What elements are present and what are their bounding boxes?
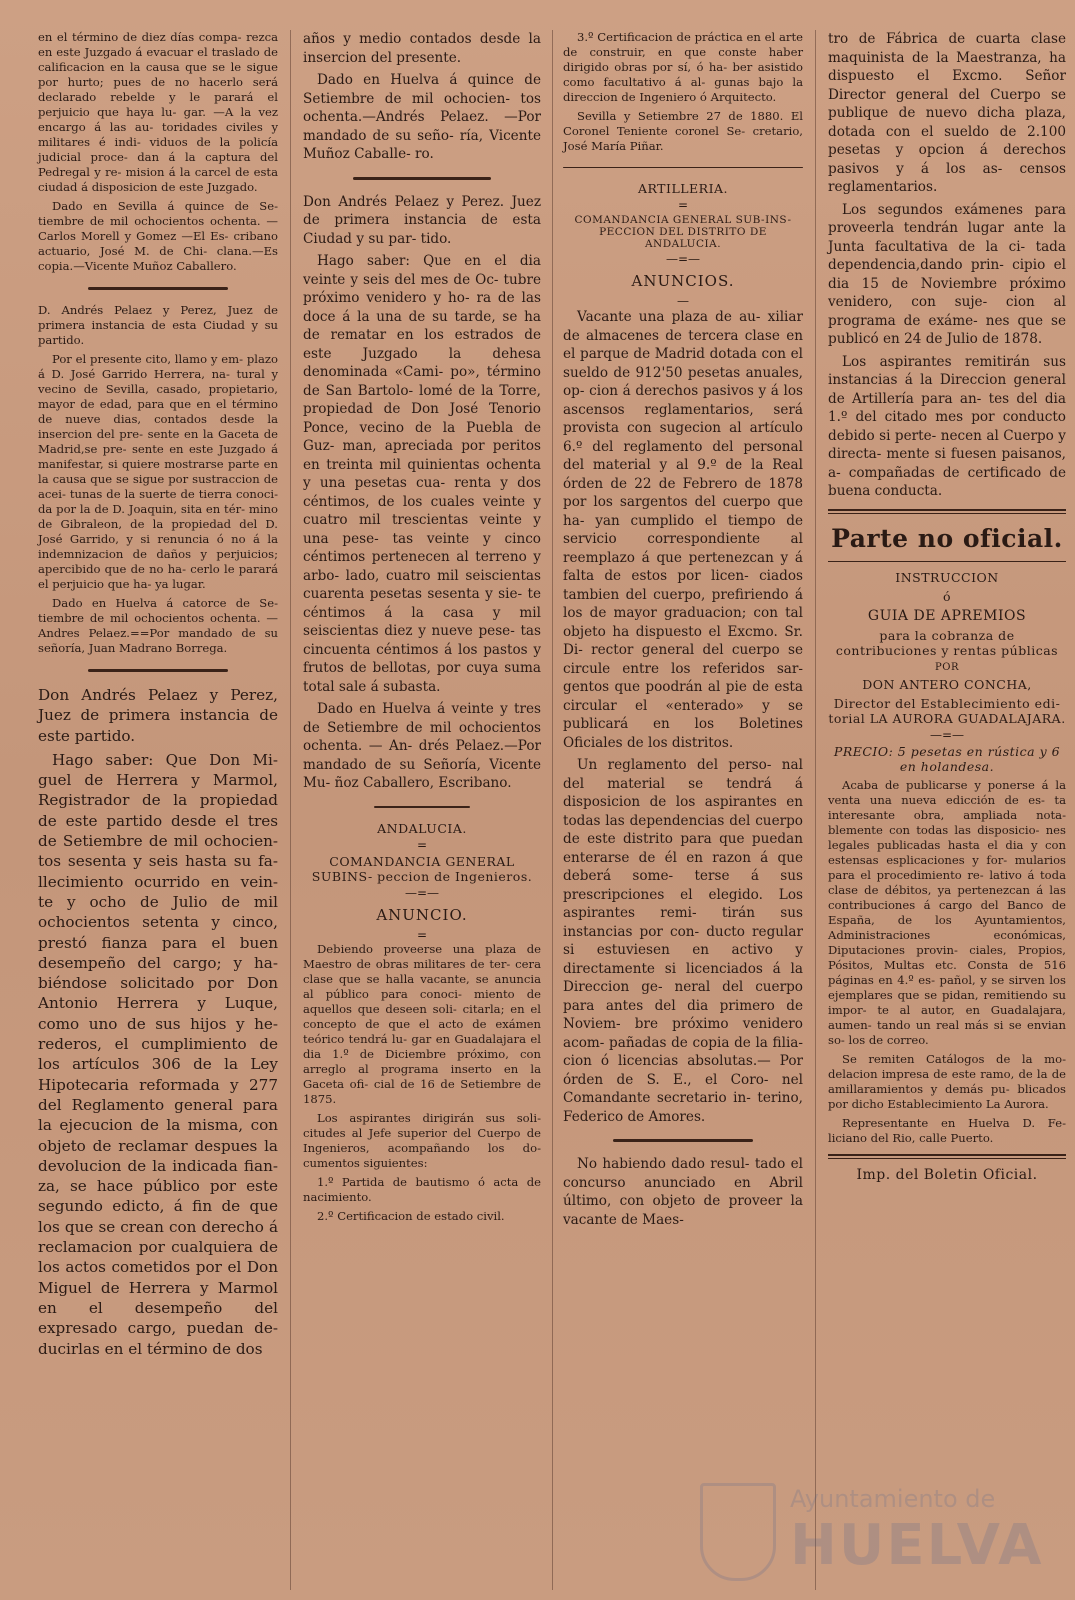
text-block: Hago saber: Que en el dia veinte y seis del mes de Oc- tubre próximo venidero y ho- ra de las doce á la una de su tarde, se ha de rematar en los estrados de este Juzgado la dehesa denominada «Cami- po», término de San Bartolo- lomé de la Torre, propiedad de Don José Tenorio Ponce, vecino de la Puebla de Guz- man, apreciada por peritos en treinta mil quinientas ochenta y una pesetas cua- renta y dos céntimos, de los cuales veinte y cuatro mil trescientas veinte y una pese- tas veinte y cinco céntimos pertenecen al terreno y arbo- lado, cuatro mil seiscientas cuarenta pesetas sesenta y sie- te céntimos á la casa y mil seiscientas diez y nueve pese- tas cincuenta céntimos á los pastos y frutos de bellotas, por cuya suma total sale á subasta. (303, 253, 541, 695)
text-block: Dado en Sevilla á quince de Se- tiembre de mil ochocientos ochenta. —Carlos Morell y Gomez —El Es- cribano actuario, José M. de Chi- clana.—Es copia.—Vicente Muñoz Caballero. (38, 199, 278, 273)
column-2 (297, 30, 547, 1590)
text-block: tro de Fábrica de cuarta clase maquinista de la Maestranza, ha dispuesto el Excmo. Señor Director general del Cuerpo se publique de nuevo dicha plaza, dotada con el sueldo de 2.100 pesetas y opcion á derechos pasivos y á los as- censos reglamentarios. (828, 31, 1066, 195)
announcement-heading: Don Andrés Pelaez y Perez, Juez de primera instancia de este partido. (38, 686, 278, 745)
watermark (700, 1475, 1044, 1585)
text-block: Los segundos exámenes para proveerla tendrán lugar ante la Junta facultativa de la ci- tada dependencia,dando prin- cipio el dia 15 de Noviembre próximo venidero, con suje- cion al programa de exáme- nes que se publicó en 24 de Julio de 1878. (828, 201, 1066, 347)
section-title: Parte no oficial. (831, 523, 1063, 553)
rule (828, 561, 1066, 562)
book-title-line: INSTRUCCION (895, 569, 999, 585)
double-rule (828, 509, 1066, 514)
separator (563, 167, 803, 168)
separator (613, 1139, 752, 1142)
book-title: GUIA DE APREMIOS (867, 607, 1027, 624)
section-subtitle: COMANDANCIA GENERAL SUBINS- peccion de Ingenieros. (311, 853, 533, 884)
double-rule (828, 1154, 1066, 1159)
text-block: Dado en Huelva á veinte y tres de Setiembre de mil ochocientos ochenta. — An- drés Pelaez.—Por mandado de su Señoría, Vicente Mu- ñoz Caballero, Escribano. (303, 701, 541, 791)
text-block: 3.º Certificacion de práctica en el arte de construir, en que conste haber dirigido obras por sí, ó ha- ber asistido como facultativo á al- gunas bajo la direccion de Ingeniero ó Arquitecto. (563, 30, 803, 104)
dash-ornament: = (416, 927, 428, 942)
book-price: PRECIO: 5 pesetas en rústica y 6 en holandesa. (833, 743, 1061, 774)
column-3 (557, 30, 809, 1590)
book-author-role: Director del Establecimiento edi- torial LA AURORA GUADALAJARA. (828, 695, 1066, 726)
printer-imprint: Imp. del Boletin Oficial. (856, 1166, 1038, 1183)
text-block: Representante en Huelva D. Fe- liciano del Rio, calle Puerto. (828, 1115, 1066, 1145)
separator (88, 287, 227, 290)
separator (353, 177, 491, 180)
dash-ornament: —=— (665, 252, 701, 266)
dash-ornament: = (416, 837, 428, 852)
text-block: Se remiten Catálogos de la mo- delacion impresa de este ramo, de la de amillaramientos y demás pu- blicados por dicho Establecimiento La Aurora. (828, 1051, 1066, 1111)
text-block: Los aspirantes dirigirán sus soli- citudes al Jefe superior del Cuerpo de Ingenieros, acompañando los do- cumentos siguientes: (303, 1110, 541, 1170)
watermark-line1: Ayuntamiento de (790, 1485, 996, 1513)
text-block: 1.º Partida de bautismo ó acta de nacimiento. (303, 1174, 541, 1204)
text-block: Dado en Huelva á quince de Setiembre de mil ochocien- tos ochenta.—Andrés Pelaez. —Por mandado de su seño- ría, Vicente Muñoz Caballe- ro. (303, 72, 541, 162)
text-block: Dado en Huelva á catorce de Se- tiembre de mil ochocientos ochenta. —Andres Pelaez.==Por mandado de su señoría, Juan Madrano Borrega. (38, 596, 278, 655)
anuncio-title: ANUNCIOS. (631, 272, 735, 290)
announcement-heading: D. Andrés Pelaez y Perez, Juez de primera instancia de esta Ciudad y su partido. (38, 303, 278, 347)
text-block: 2.º Certificacion de estado civil. (317, 1208, 505, 1223)
column-divider (815, 30, 816, 1590)
column-divider (552, 30, 553, 1590)
text-block: Por el presente cito, llamo y em- plazo á D. José Garrido Herrera, na- tural y vecino de Sevilla, casado, propietario, mayor de edad, para que en el término de nueve dias, contados desde la insercion del pre- sente en la Gaceta de Madrid,se pre- sente en este Juzgado á manifestar, si quiere mostrarse parte en la causa que se sigue por sustraccion de acei- tunas de la suerte de tierra conoci- da por la de D. Joaquin, sita en tér- mino de Gibraleon, de la propiedad del D. José Garrido, y si renuncia ó no á la indemnizacion de daños y perjuicios; apercibido que de no ha- cerlo le parará el perjuicio que ha- ya lugar. (38, 352, 278, 591)
column-4 (822, 30, 1072, 1590)
separator (374, 806, 469, 808)
book-by: POR (935, 661, 959, 673)
text-block: Acaba de publicarse y ponerse á la venta una nueva edicción de es- ta interesante obra, ampliada nota- blemente con todas las disposicio- nes legales publicadas hasta el dia y con estensas esplicaciones y for- mularios para el procedimiento re- lativo á toda clase de débitos, ya pertenezcan á las contribuciones á cargo del Banco de España, de los Ayuntamientos, Administraciones económicas, Diputaciones provin- ciales, Propios, Pósitos, Multas etc. Consta de 516 páginas en 4.º es- pañol, y se sirven los ejemplares que se pidan, remitiendo su impor- te al autor, en Guadalajara, aumen- tando un real más si se envian so- los de correo. (828, 777, 1066, 1047)
text-block: Hago saber: Que Don Mi- guel de Herrera y Marmol, Registrador de la propiedad de este partido desde el tres de Setiembre de mil ochocien- tos sesenta y seis hasta su fa- llecimiento ocurrido en vein- te y ocho de Julio de mil ochocientos setenta y cinco, prestó fianza para el buen desempeño del cargo; y ha- biéndose solicitado por Don Antonio Herrera y Luque, como uno de sus hijos y he- rederos, el cumplimiento de los artículos 306 de la Ley Hipotecaria reformada y 277 del Reglamento general para la ejecucion de la misma, con objeto de reclamar despues la devolucion de la indicada fian- za, se hace público por este segundo edicto, á fin de que los que se crean con derecho á reclamacion por cualquiera de los actos cometidos por el Don Miguel de Herrera y Marmol en el desempeño del expresado cargo, puedan de- ducirlas en el término de dos (38, 750, 278, 1358)
book-subtitle: para la cobranza de contribuciones y rentas públicas (835, 627, 1059, 658)
column-divider (290, 30, 291, 1590)
text-block: Un reglamento del perso- nal del material se tendrá á disposicion de los aspirantes en todas las dependencias del cuerpo de este distrito para que puedan enterarse de él en razon á que deberá some- terse á sus prescripciones el elegido. Los aspirantes remi- tirán sus instancias por con- ducto regular si estuviesen en activo y directamente si licenciados á la Direccion ge- neral del cuerpo para antes del dia primero de Noviem- bre próximo venidero acom- pañadas de copia de la filia- cion ó licencias absolutas.— Por órden de S. E., el Coro- nel Comandante secretario in- terino, Federico de Amores. (563, 757, 803, 1125)
book-author: DON ANTERO CONCHA, (862, 676, 1032, 692)
section-subtitle: COMANDANCIA GENERAL SUB-INS- PECCION DEL DISTRITO DE ANDALUCIA. (574, 214, 792, 250)
shield-icon (700, 1483, 776, 1581)
watermark-line2: HUELVA (790, 1513, 1044, 1578)
separator (88, 669, 227, 672)
column-1 (32, 30, 284, 1590)
dash-ornament: — (677, 294, 689, 308)
text-block: Los aspirantes remitirán sus instancias á la Direccion general de Artillería para an- tes del dia 1.º del citado mes por conducto debido si perte- necen al Cuerpo y directa- mente si fuesen paisanos, a- compañadas de certificado de buena conducta. (828, 353, 1066, 499)
dash-ornament: —=— (404, 885, 440, 900)
section-title: ARTILLERIA. (637, 181, 729, 196)
text-block: Vacante una plaza de au- xiliar de almacenes de tercera clase en el parque de Madrid dotada con el sueldo de 912'50 pesetas anuales, op- cion á derechos pasivos y á los ascensos reglamentarios, será provista con sugecion al artículo 6.º del reglamento del personal del material y al 9.º de la Real órden de 22 de Febrero de 1878 por los sargentos del cuerpo que ha- yan cumplido el tiempo de servicio correspondiente al reemplazo á que pertenezcan y á falta de estos por licen- ciados tambien del cuerpo, prefiriendo á los de mayor graduacion; con tal objeto ha dispuesto el Excmo. Sr. Di- rector general del cuerpo se circule entre los referidos sar- gentos que poodrán al pie de esta circular el «enterado» y se publicará en los Boletines Oficiales de los distritos. (563, 309, 803, 751)
anuncio-title: ANUNCIO. (376, 905, 468, 924)
text-block: años y medio contados desde la insercion del presente. (303, 31, 541, 66)
book-title-line: ó (942, 588, 952, 604)
dash-ornament: —=— (929, 727, 965, 742)
text-block: No habiendo dado resul- tado el concurso anunciado en Abril último, con objeto de proveer la vacante de Maes- (563, 1156, 803, 1228)
announcement-heading: Don Andrés Pelaez y Perez. Juez de primera instancia de esta Ciudad y su par- tido. (303, 193, 541, 247)
section-title: ANDALUCIA. (377, 820, 467, 836)
dash-ornament: = (677, 198, 689, 212)
text-block: Debiendo proveerse una plaza de Maestro de obras militares de ter- cera clase que se halla vacante, se anuncia al público para conoci- miento de aquellos que deseen soli- citarla; en el concepto de que el acto de exámen teórico tendrá lu- gar en Guadalajara el dia 1.º de Diciembre próximo, con arreglo al programa inserto en la Gaceta ofi- cial de 16 de Setiembre de 1875. (303, 941, 541, 1106)
text-block: Sevilla y Setiembre 27 de 1880. El Coronel Teniente coronel Se- cretario, José María Piñar. (563, 109, 803, 153)
text-block: en el término de diez días compa- rezca en este Juzgado á evacuar el traslado de calificacion en la causa que se le sigue por hurto; pues de no hacerlo será declarado rebelde y le parará el perjuicio que haya lu- gar. —A la vez encargo á las au- toridades civiles y militares é indi- viduos de la policía judicial proce- dan á la captura del Pedregal y re- mision á la carcel de esta ciudad á disposicion de este Juzgado. (38, 30, 278, 194)
